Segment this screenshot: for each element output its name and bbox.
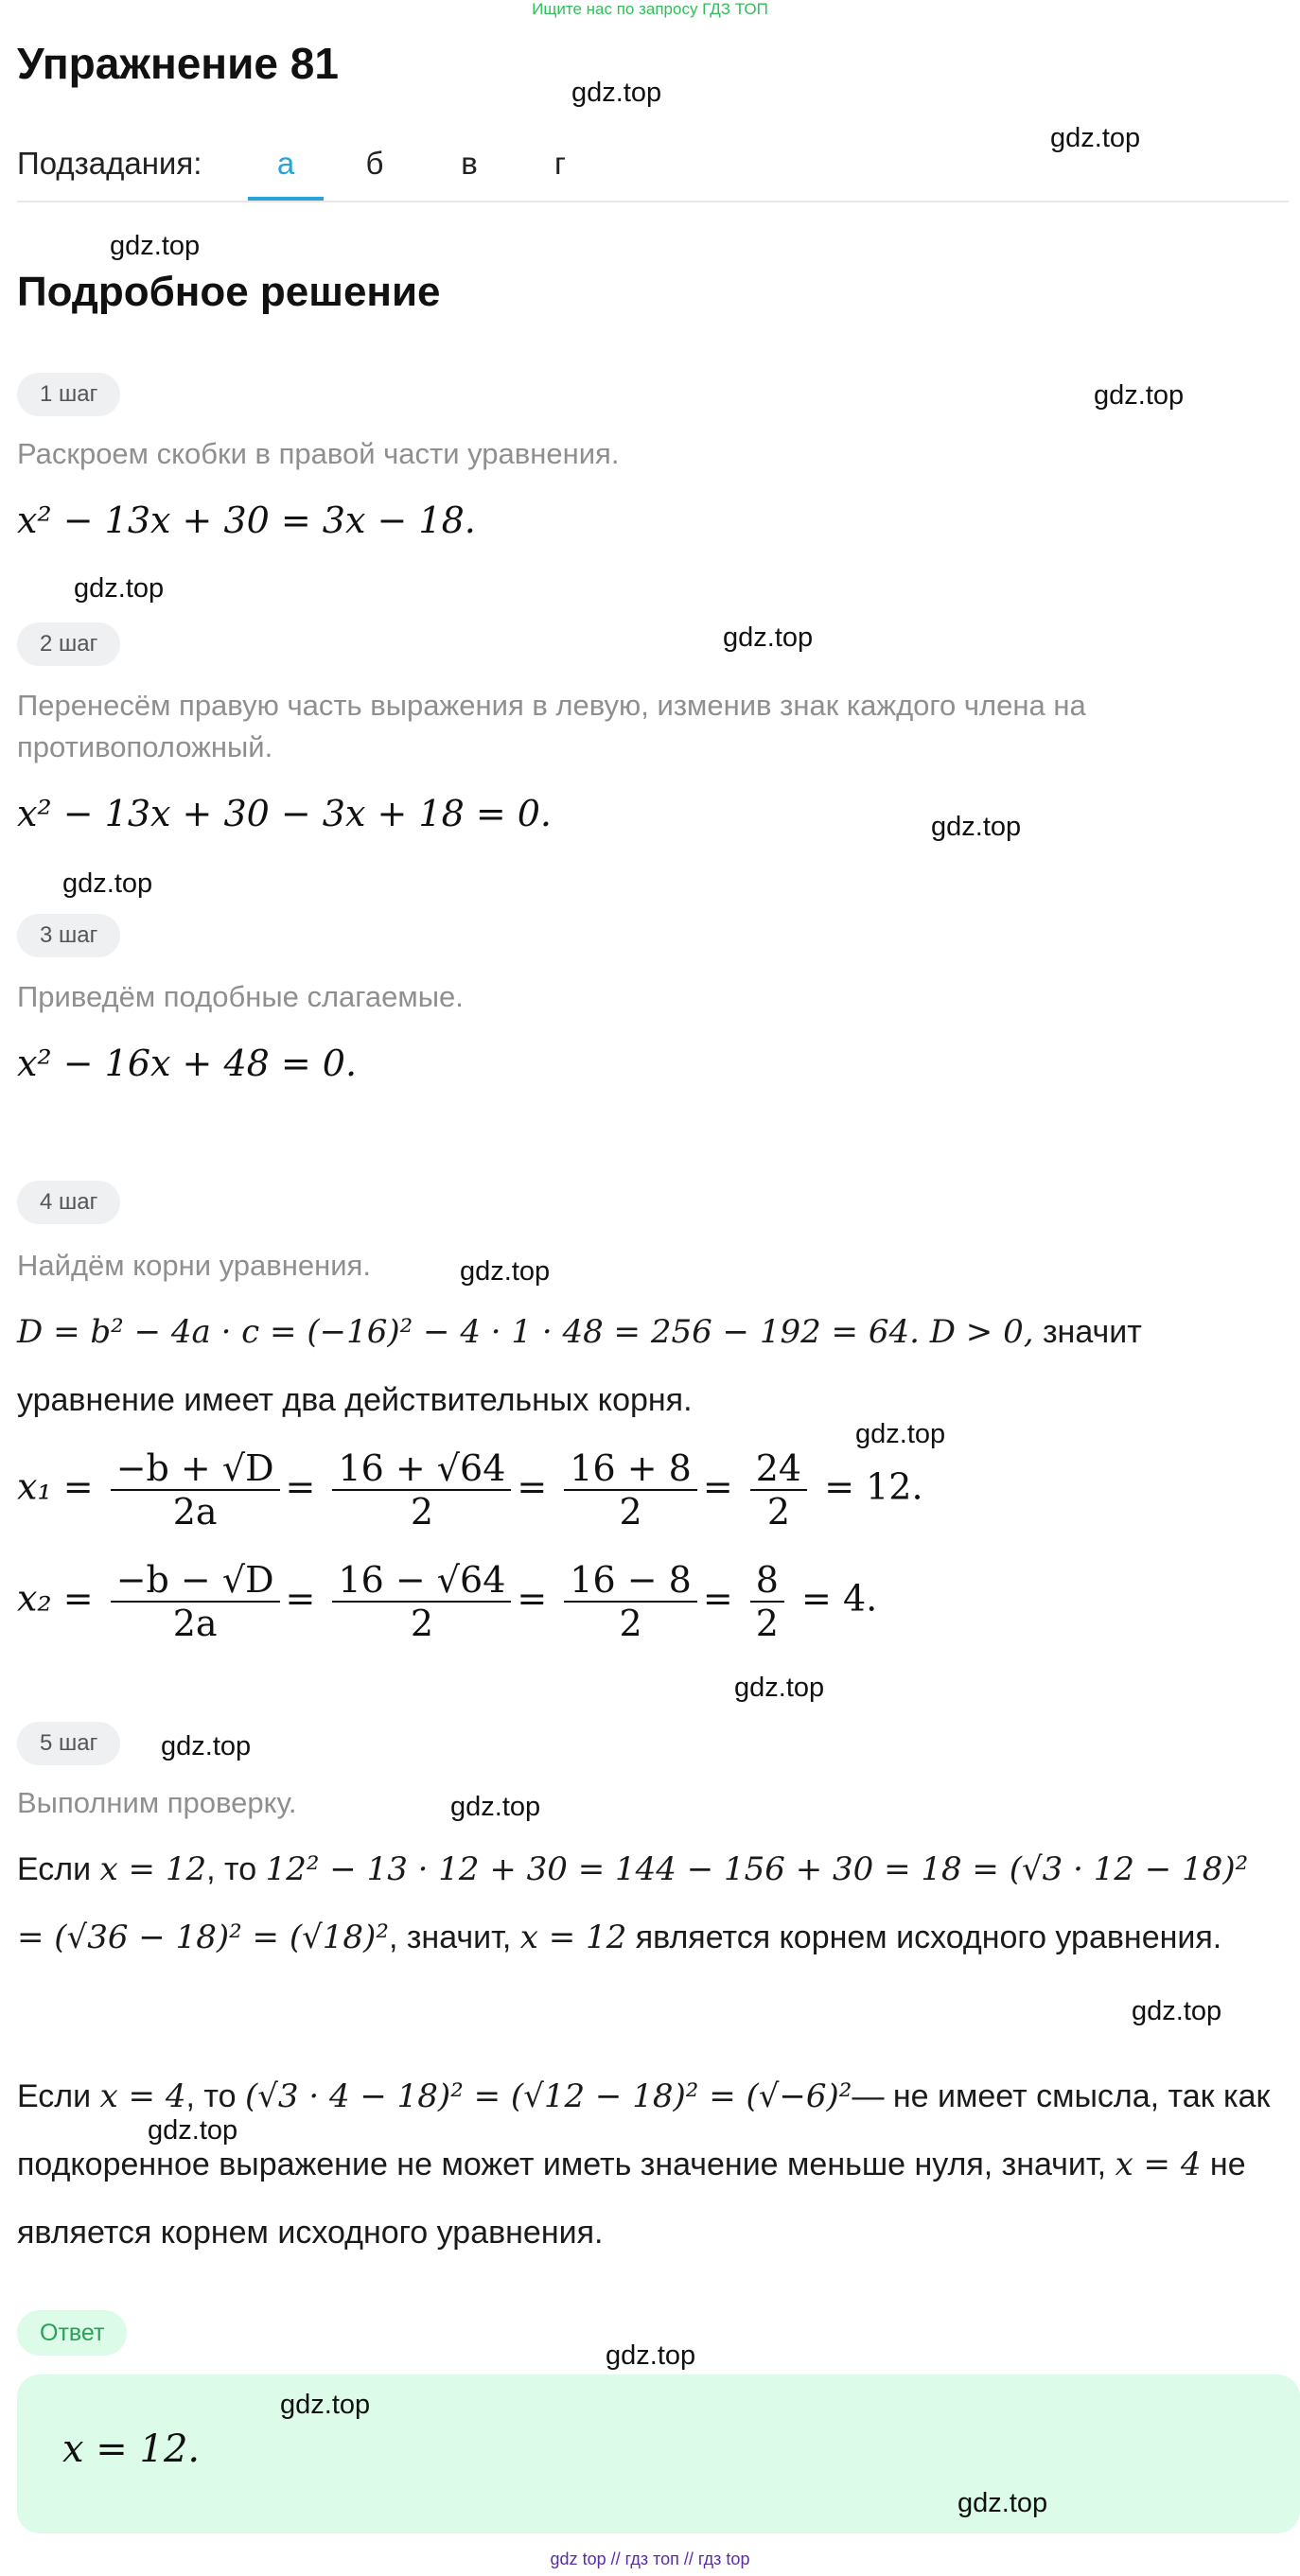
denominator: 2 — [619, 1603, 642, 1644]
denominator: 2a — [172, 1603, 218, 1644]
watermark: gdz.top — [460, 1256, 551, 1287]
discriminant-paragraph — [17, 1298, 1285, 1434]
watermark: gdz.top — [1132, 1996, 1222, 2026]
step-2-equation: x² − 13x + 30 − 3x + 18 = 0. — [17, 793, 553, 834]
denominator: 2 — [766, 1491, 791, 1533]
numerator: 16 − √64 — [332, 1559, 511, 1603]
step-3-equation: x² − 16x + 48 = 0. — [17, 1043, 358, 1084]
watermark: gdz.top — [148, 2115, 238, 2146]
discriminant-formula: D = b² − 4a · c = (−16)² − 4 · 1 · 48 = 256 − 192 = 64. D > 0, — [17, 1313, 1034, 1351]
root-x2-formula: x₂ = $\frac{-b - √D}{2a}$ = $\frac{16 - √64}{2}$ = $\frac{16 - 8}{2}$ = $\frac{8}{2}$ = 4. — [17, 1559, 878, 1644]
watermark: gdz.top — [1094, 380, 1185, 411]
fraction — [750, 1559, 784, 1644]
denominator: 2 — [619, 1491, 642, 1533]
answer-box — [17, 2374, 1300, 2533]
fraction — [564, 1447, 697, 1533]
fraction — [111, 1447, 280, 1533]
watermark: gdz.top — [450, 1792, 541, 1822]
subtasks-label: Подзадания: — [17, 146, 202, 181]
math: (√3 · 4 − 18)² = (√12 − 18)² = (√−6)² — [244, 2077, 852, 2115]
watermark: gdz.top — [161, 1731, 252, 1761]
tab-g[interactable]: г — [553, 146, 567, 181]
numerator: −b − √D — [111, 1559, 280, 1603]
watermark: gdz.top — [855, 1419, 946, 1449]
text: Если — [17, 2078, 100, 2114]
check-x4-paragraph — [17, 2062, 1285, 2267]
tabs-divider — [17, 201, 1289, 202]
watermark: gdz.top — [606, 2340, 696, 2371]
step-2-badge: 2 шаг — [17, 622, 120, 666]
step-5-description: Выполним проверку. — [17, 1786, 297, 1819]
numerator: 16 − 8 — [564, 1559, 697, 1603]
step-1-description: Раскроем скобки в правой части уравнения. — [17, 437, 620, 470]
watermark: gdz.top — [734, 1673, 825, 1703]
denominator: 2a — [172, 1491, 218, 1533]
tab-a[interactable]: а — [276, 146, 295, 181]
text: Если — [17, 1851, 100, 1887]
math: x = 4 — [99, 2077, 186, 2115]
fraction — [332, 1559, 511, 1644]
numerator: −b + √D — [111, 1447, 280, 1491]
fraction — [332, 1447, 511, 1533]
watermark: gdz.top — [110, 231, 201, 261]
active-tab-indicator — [248, 197, 324, 201]
math: 12² − 13 · 12 + 30 = 144 − 156 + 30 = 18 = (√3 · 12 − 18)² = (√36 − 18)² = (√18)² — [17, 1850, 1249, 1956]
text: , то — [185, 2078, 245, 2114]
answer-value: x = 12. — [62, 2427, 201, 2471]
math: x = 12 — [519, 1919, 627, 1956]
fraction — [111, 1559, 280, 1644]
step-2-description: Перенесём правую часть выражения в левую, изменив знак каждого члена на противоположный. — [17, 689, 1086, 763]
step-1-equation: x² − 13x + 30 = 3x − 18. — [17, 499, 476, 541]
numerator: 16 + 8 — [564, 1447, 697, 1491]
denominator: 2 — [410, 1491, 433, 1533]
footer-links[interactable]: gdz top // гдз топ // гдз top — [550, 2550, 750, 2568]
root-x2-result: = 4. — [801, 1577, 878, 1620]
text: не является корнем исходного уравнения. — [17, 2147, 1246, 2251]
solution-title: Подробное решение — [17, 269, 441, 315]
text: , то — [206, 1851, 266, 1887]
fraction — [750, 1447, 807, 1533]
watermark: gdz.top — [957, 2488, 1048, 2518]
step-1-badge: 1 шаг — [17, 373, 120, 416]
numerator: 16 + √64 — [332, 1447, 511, 1491]
text: — не имеет смысла, так как подкоренное выражение не может иметь значение меньше нуля, значит, — [17, 2078, 1271, 2182]
watermark: gdz.top — [571, 78, 662, 108]
step-4-description: Найдём корни уравнения. — [17, 1249, 371, 1282]
root-x2-lhs: x₂ = — [17, 1577, 94, 1620]
step-3-description: Приведём подобные слагаемые. — [17, 980, 464, 1013]
discriminant-conclusion: значит уравнение имеет два действительных корня. — [17, 1314, 1142, 1418]
root-x1-formula: x₁ = $\frac{-b + √D}{2a}$ = $\frac{16 + √64}{2}$ = $\frac{16 + 8}{2}$ = $\frac{24}{2}$ = 12. — [17, 1447, 923, 1533]
promo-banner[interactable]: Ищите нас по запросу ГДЗ ТОП — [532, 0, 768, 18]
watermark: gdz.top — [931, 812, 1022, 842]
watermark: gdz.top — [74, 573, 165, 604]
text: , значит, — [388, 1919, 520, 1955]
numerator: 8 — [750, 1559, 784, 1603]
page-title: Упражнение 81 — [17, 39, 339, 88]
watermark: gdz.top — [280, 2390, 371, 2420]
denominator: 2 — [410, 1603, 433, 1644]
watermark: gdz.top — [1050, 123, 1141, 153]
tab-v[interactable]: в — [461, 146, 478, 181]
step-5-badge: 5 шаг — [17, 1722, 120, 1765]
watermark: gdz.top — [62, 868, 153, 899]
check-x12-paragraph — [17, 1835, 1285, 1971]
tab-b[interactable]: б — [365, 146, 384, 181]
step-3-badge: 3 шаг — [17, 914, 120, 957]
answer-badge: Ответ — [17, 2310, 127, 2356]
root-x1-lhs: x₁ = — [17, 1465, 94, 1508]
text: является корнем исходного уравнения. — [626, 1919, 1222, 1955]
root-x1-result: = 12. — [824, 1465, 923, 1508]
watermark: gdz.top — [723, 622, 814, 653]
fraction — [564, 1559, 697, 1644]
step-4-badge: 4 шаг — [17, 1181, 120, 1224]
math: x = 4 — [1115, 2146, 1202, 2183]
numerator: 24 — [750, 1447, 807, 1491]
math: x = 12 — [99, 1850, 207, 1888]
denominator: 2 — [755, 1603, 779, 1644]
